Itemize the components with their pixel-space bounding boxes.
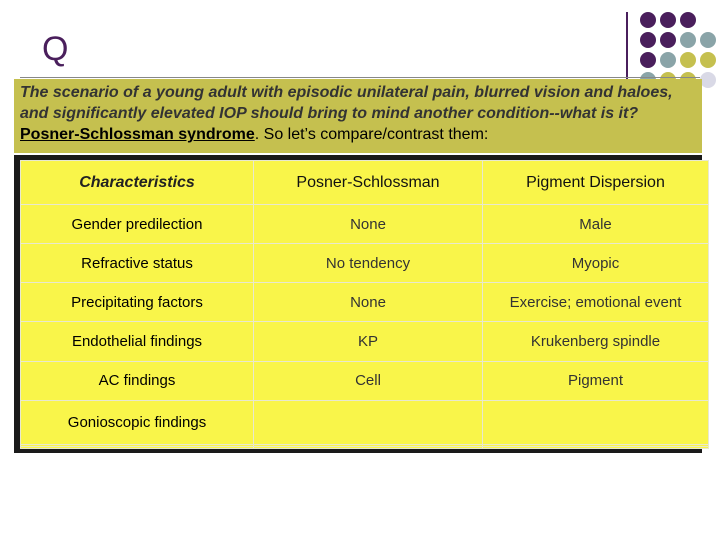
cell-posner: None xyxy=(254,283,483,322)
dot-0-1 xyxy=(660,12,676,28)
row-label: Endothelial findings xyxy=(21,322,254,361)
answer-text: Posner-Schlossman syndrome xyxy=(20,126,255,143)
dot-1-3 xyxy=(700,32,716,48)
cell-posner: No tendency xyxy=(254,244,483,283)
cell-pigment: Male xyxy=(483,205,709,244)
row-label: Gender predilection xyxy=(21,205,254,244)
table-row xyxy=(21,283,709,322)
question-box xyxy=(14,79,702,153)
header-characteristics: Characteristics xyxy=(21,161,254,205)
comparison-table xyxy=(20,160,709,449)
dot-3-3 xyxy=(700,72,716,88)
cell-pigment xyxy=(483,446,709,448)
table-row xyxy=(21,322,709,361)
answer-tail: . So let’s compare/contrast them: xyxy=(254,126,489,143)
cell-posner xyxy=(254,400,483,444)
table-header-row xyxy=(21,161,709,205)
table-row xyxy=(21,446,709,448)
cell-posner: Cell xyxy=(254,361,483,400)
question-text: The scenario of a young adult with episodic unilateral pain, blurred vision and haloes, and significantly elevated IOP should bring to mind another condition--what is it? xyxy=(20,84,673,122)
cell-posner: KP xyxy=(254,322,483,361)
cell-pigment: Pigment xyxy=(483,361,709,400)
dot-1-0 xyxy=(640,32,656,48)
row-label: Refractive status xyxy=(21,244,254,283)
slide-title: Q xyxy=(42,30,69,68)
row-label: Gonioscopic findings xyxy=(21,400,254,444)
cell-posner: None xyxy=(254,205,483,244)
row-label: AC findings xyxy=(21,361,254,400)
table-row xyxy=(21,400,709,444)
dot-1-2 xyxy=(680,32,696,48)
dot-2-2 xyxy=(680,52,696,68)
table-row xyxy=(21,361,709,400)
dot-0-0 xyxy=(640,12,656,28)
title-divider-line xyxy=(626,12,628,84)
cell-pigment: Krukenberg spindle xyxy=(483,322,709,361)
dot-2-3 xyxy=(700,52,716,68)
row-label xyxy=(21,446,254,448)
row-label: Precipitating factors xyxy=(21,283,254,322)
cell-pigment: Exercise; emotional event xyxy=(483,283,709,322)
table-row xyxy=(21,205,709,244)
dot-2-0 xyxy=(640,52,656,68)
comparison-table-frame xyxy=(14,155,702,453)
cell-posner xyxy=(254,446,483,448)
header-pigment-dispersion: Pigment Dispersion xyxy=(483,161,709,205)
title-underline xyxy=(20,77,700,78)
table-row xyxy=(21,244,709,283)
cell-pigment: Myopic xyxy=(483,244,709,283)
dot-1-1 xyxy=(660,32,676,48)
dot-0-2 xyxy=(680,12,696,28)
header-posner-schlossman: Posner-Schlossman xyxy=(254,161,483,205)
cell-pigment xyxy=(483,400,709,444)
dot-2-1 xyxy=(660,52,676,68)
